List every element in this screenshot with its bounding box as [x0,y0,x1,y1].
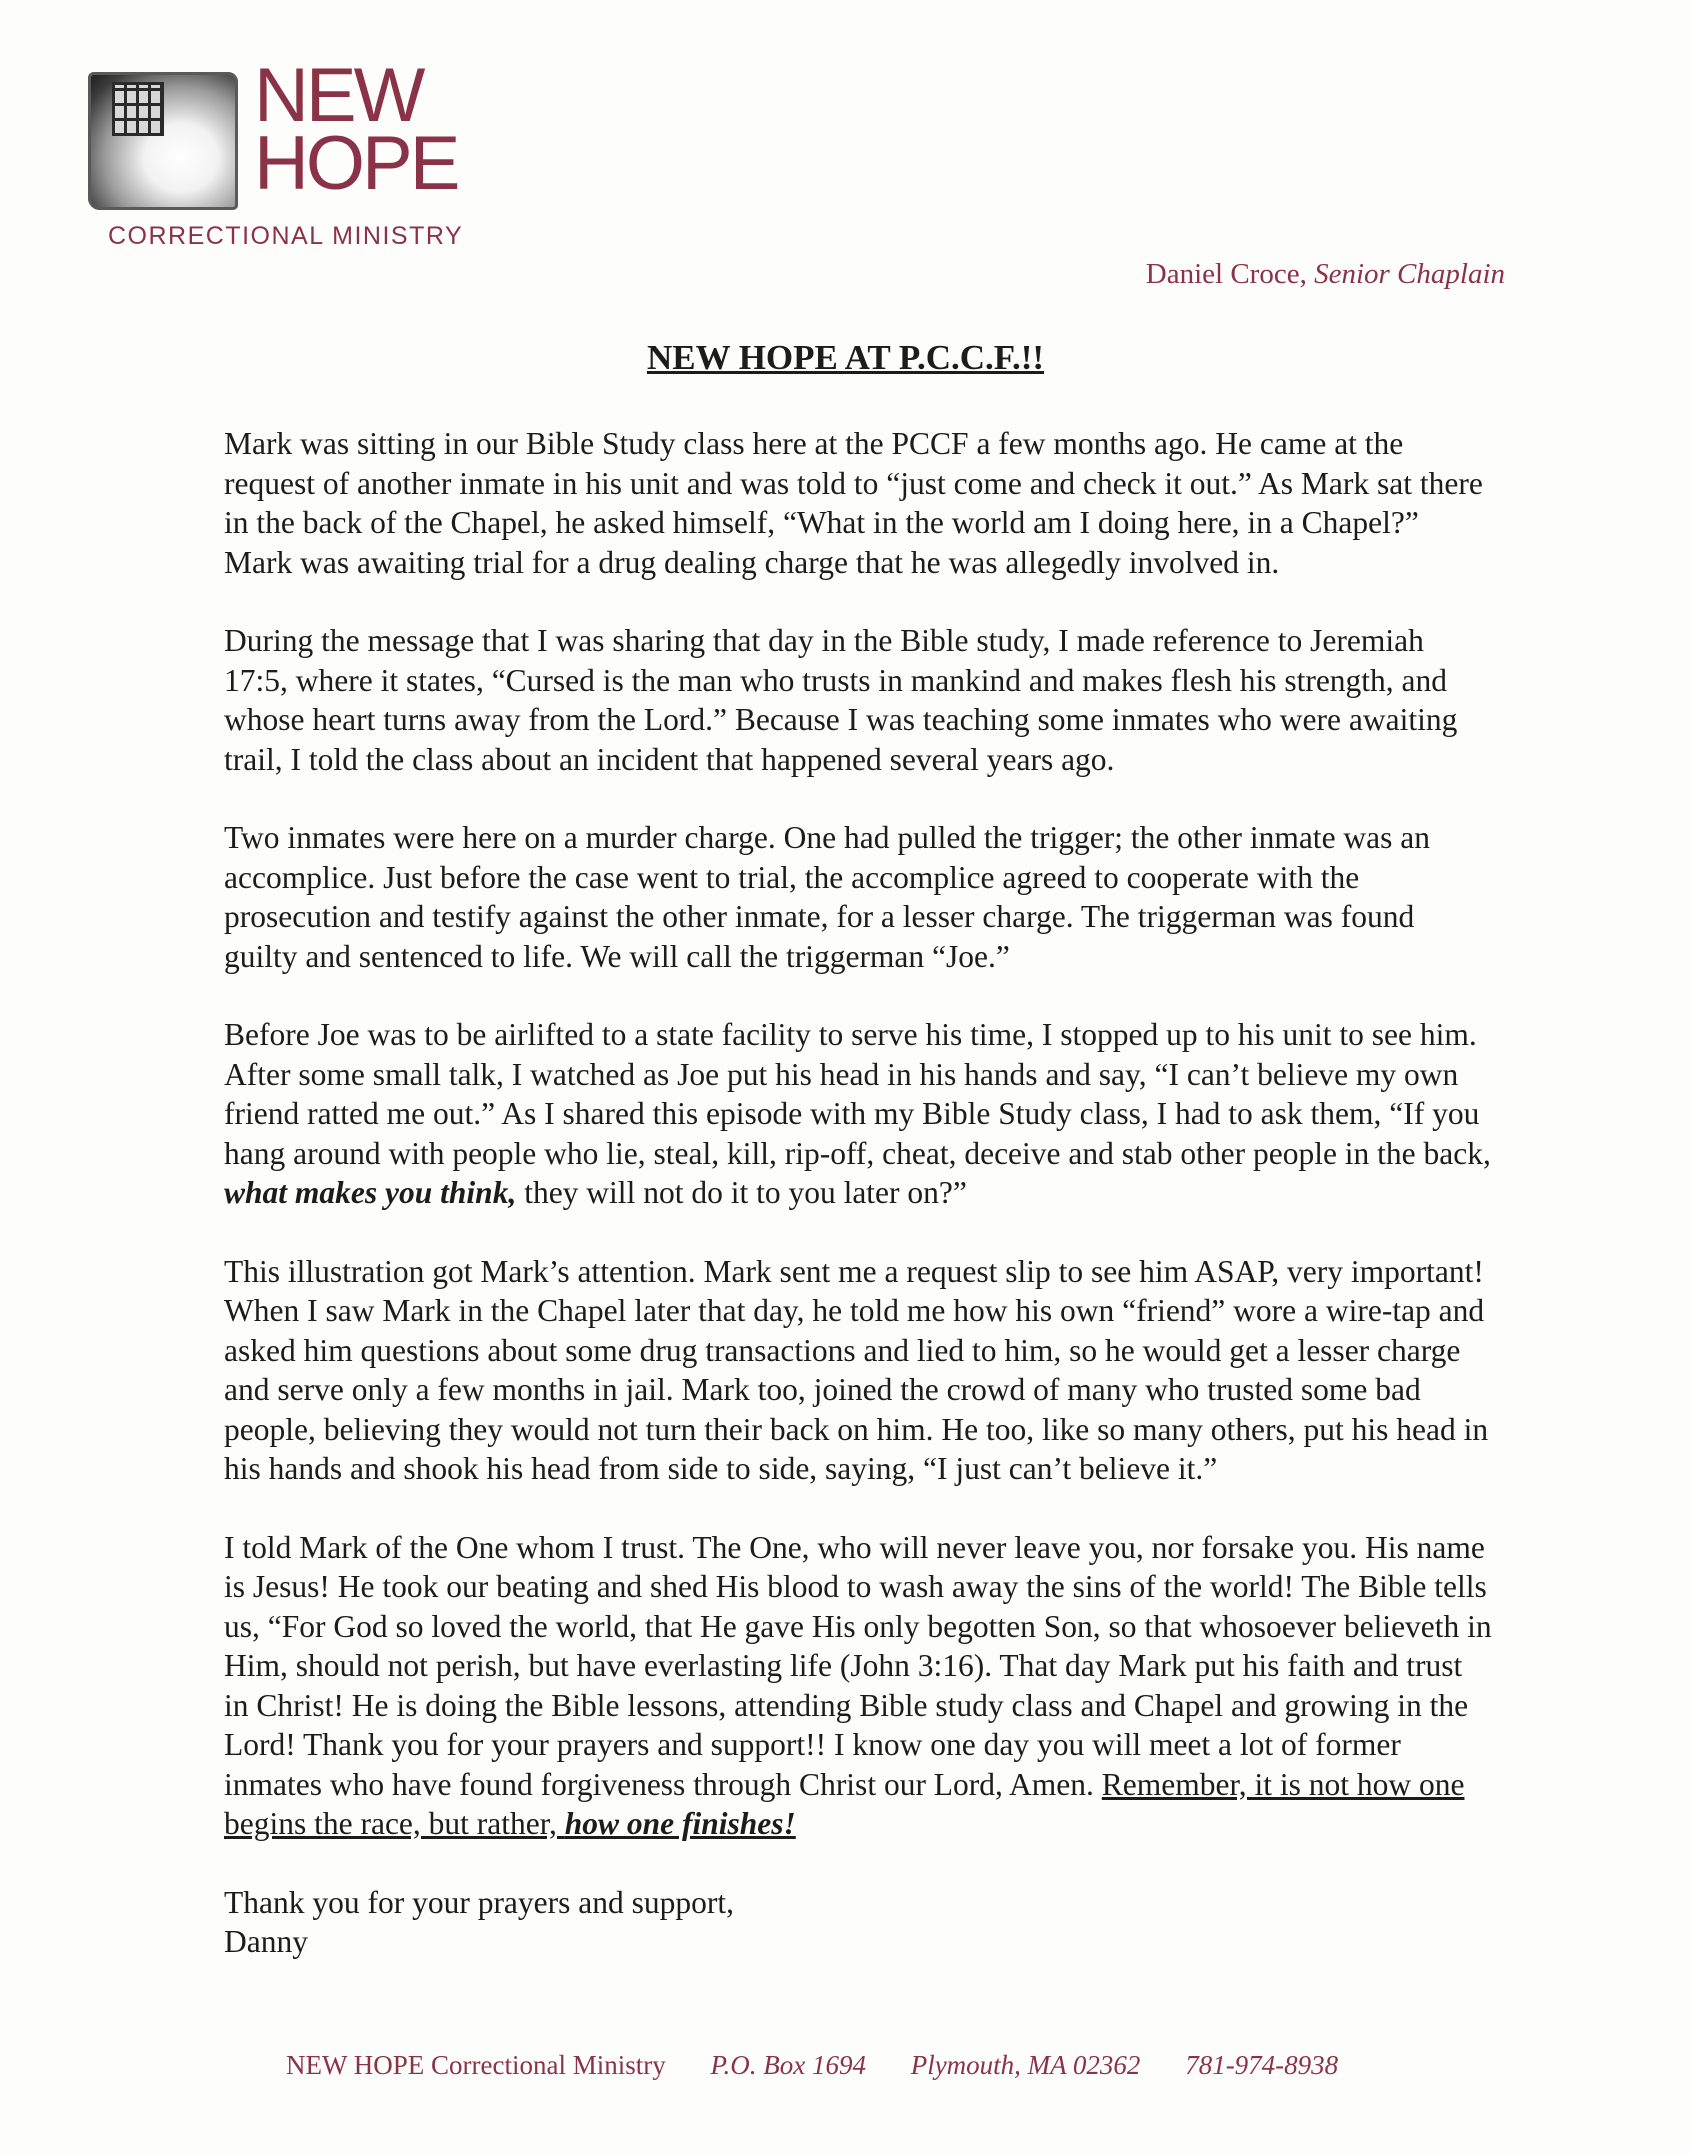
chaplain-signature-line [1146,258,1505,291]
footer-city: Plymouth, MA 02362 [910,2050,1141,2080]
footer-phone: 781-974-8938 [1185,2050,1339,2080]
paragraph-6 [224,1528,1494,1844]
paragraph-3: Two inmates were here on a murder charge. One had pulled the trigger; the other inmate was an accomplice. Just before the case went to trial, the accomplice agreed to cooperate with the prosecution and testify against the other inmate, for a lesser charge. The triggerman was found guilty and sentenced to life. We will call the triggerman “Joe.” [224,820,1431,974]
paragraph-4-text-b: they will not do it to you later on?” [516,1175,967,1210]
logo-wordmark [254,53,458,206]
barred-window-light-icon [88,72,238,210]
paragraph-1: Mark was sitting in our Bible Study class here at the PCCF a few months ago. He came at the request of another inmate in his unit and was told to “just come and check it out.” As Mark sat there in the back of the Chapel, he asked himself, “What in the world am I doing here, in a Chapel?” Mark was awaiting trial for a drug dealing charge that he was allegedly involved in. [224,426,1483,580]
signoff-name: Danny [224,1924,308,1959]
paragraph-4-emphasis: what makes you think, [224,1175,517,1210]
paragraph-2: During the message that I was sharing that day in the Bible study, I made reference to Jeremiah 17:5, where it states, “Cursed is the man who trusts in mankind and makes flesh his strength, and whose heart turns away from the Lord.” Because I was teaching some inmates who were awaiting trail, I told the class about an incident that happened several years ago. [224,623,1458,777]
signoff [224,1883,1494,1962]
footer-po-box: P.O. Box 1694 [710,2050,866,2080]
paragraph-4 [224,1015,1494,1213]
logo-word-new: NEW [254,53,423,138]
chaplain-title: Senior Chaplain [1314,258,1505,290]
signoff-line: Thank you for your prayers and support, [224,1884,734,1920]
letter-body [224,424,1494,2001]
paragraph-6-text: I told Mark of the One whom I trust. The One, who will never leave you, nor forsake you. His name is Jesus! He took our beating and shed His blood to wash away the sins of the world! The Bible tells us, “For God so loved the world, that He gave His only begotten Son, so that whosoever believeth in Him, should not perish, but have everlasting life (John 3:16). That day Mark put his faith and trust in Christ! He is doing the Bible lessons, attending Bible study class and Chapel and growing in the Lord! Thank you for your prayers and support!! I know one day you will meet a lot of former inmates who have found forgiveness through Christ our Lord, Amen. [224,1529,1492,1802]
closing-emphasis: how one finishes! [564,1806,796,1841]
paragraph-4-text-a: Before Joe was to be airlifted to a state facility to serve his time, I stopped up to his unit to see him. After some small talk, I watched as Joe put his head in his hands and say, “I can’t believe my own friend ratted me out.” As I shared this episode with my Bible Study class, I had to ask them, “If you hang around with people who lie, steal, kill, rip-off, cheat, deceive and stab other people in the back, [224,1017,1491,1171]
window-bars-icon [112,82,164,136]
chaplain-name: Daniel Croce, [1145,258,1307,290]
new-hope-logo [82,53,482,257]
closing-underlined-text: Remember, it is not how one begins the race, but rather, [224,1766,1465,1841]
logo-subtitle: CORRECTIONAL MINISTRY [108,222,464,250]
letter-title: NEW HOPE AT P.C.C.F.!! [646,338,1045,377]
letter-footer [286,2050,1376,2081]
footer-org: NEW HOPE Correctional Ministry [286,2050,666,2080]
logo-word-hope: HOPE [254,121,458,206]
paragraph-5: This illustration got Mark’s attention. Mark sent me a request slip to see him ASAP, very important! When I saw Mark in the Chapel later that day, he told me how his own “friend” wore a wire-tap and asked him questions about some drug transactions and lied to him, so he would get a lesser charge and serve only a few months in jail. Mark too, joined the crowd of many who trusted some bad people, believing they would not turn their back on him. He too, like so many others, put his head in his hands and shook his head from side to side, saying, “I just can’t believe it.” [224,1253,1489,1486]
